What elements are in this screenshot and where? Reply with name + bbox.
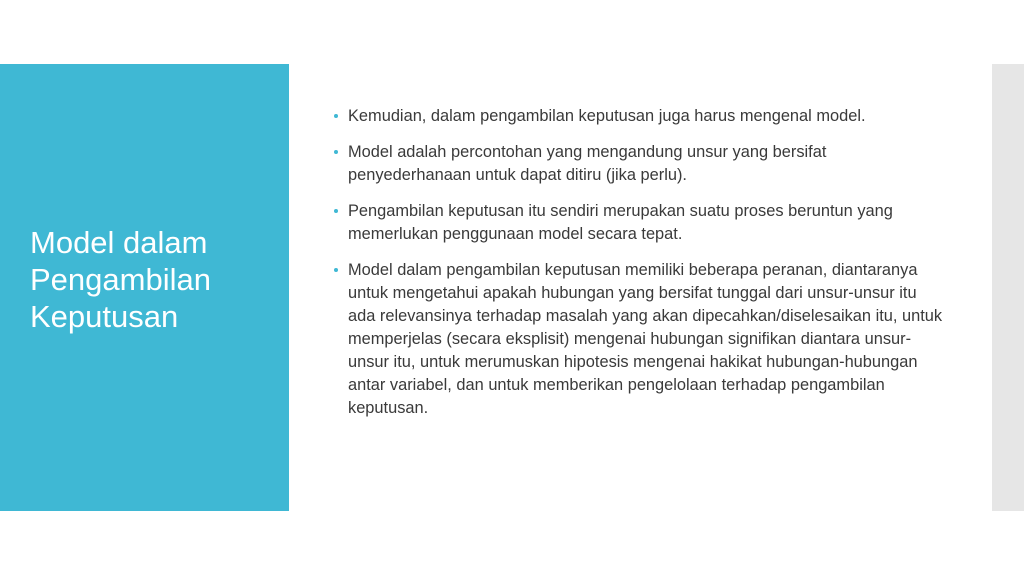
bullet-item (334, 141, 944, 187)
bullet-text: Model dalam pengambilan keputusan memiliki beberapa peranan, diantaranya untuk mengetahui apakah hubungan yang bersifat tunggal dari unsur-unsur itu ada relevansinya terhadap masalah yang akan dipecahkan/diselesaikan itu, untuk memperjelas (secara eksplisit) mengenai hubungan signifikan diantara unsur-unsur itu, untuk merumuskan hipotesis mengenai hakikat hubungan-hubungan antar variabel, dan untuk memberikan pengelolaan terhadap pengambilan keputusan. (348, 261, 943, 417)
bullet-dot-icon (334, 114, 338, 118)
bullet-item (334, 259, 944, 420)
bullet-item (334, 105, 944, 128)
bullet-dot-icon (334, 209, 338, 213)
right-edge-strip (992, 64, 1024, 511)
bullet-item (334, 200, 944, 246)
bullet-text: Kemudian, dalam pengambilan keputusan juga harus mengenal model. (348, 107, 866, 125)
bullet-text: Pengambilan keputusan itu sendiri merupakan suatu proses beruntun yang memerlukan penggunaan model secara tepat. (348, 202, 893, 243)
slide-title: Model dalam Pengambilan Keputusan (30, 225, 211, 334)
bullet-dot-icon (334, 150, 338, 154)
bullet-list (334, 105, 944, 433)
bullet-text: Model adalah percontohan yang mengandung unsur yang bersifat penyederhanaan untuk dapat ditiru (jika perlu). (348, 143, 827, 184)
bullet-dot-icon (334, 268, 338, 272)
